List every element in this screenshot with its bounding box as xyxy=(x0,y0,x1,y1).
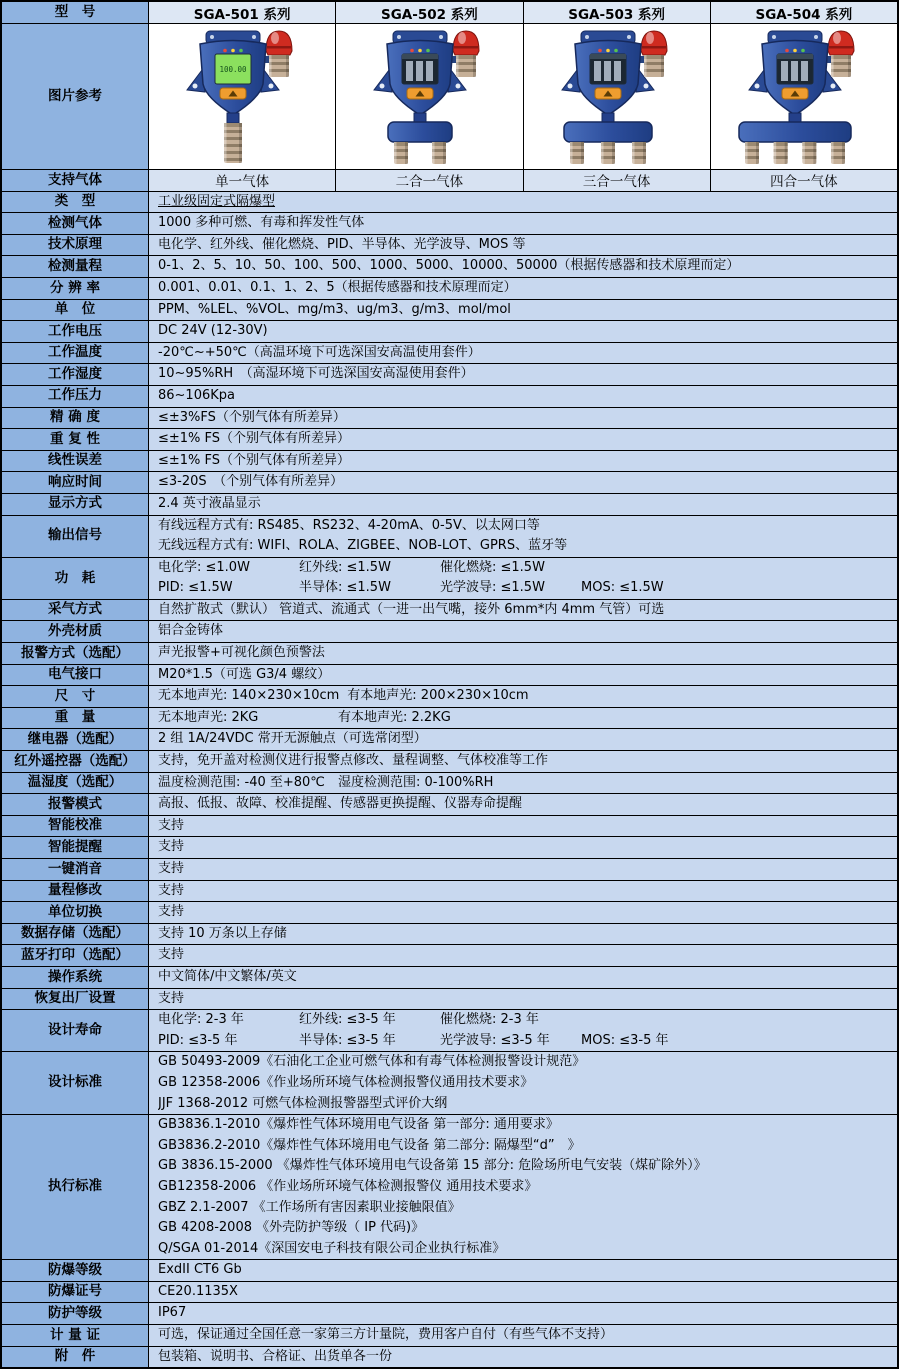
row-label: 防爆证号 xyxy=(2,1282,149,1303)
row-label: 输出信号 xyxy=(2,516,149,557)
value-segment: 无本地声光: 140×230×10cm xyxy=(158,688,340,704)
spec-row xyxy=(2,300,897,322)
value-segment: 温度检测范围: -40 至+80℃ xyxy=(158,774,325,790)
row-label: 重 复 性 xyxy=(2,429,149,450)
value-line: 声光报警+可视化颜色预警法 xyxy=(158,645,325,661)
spec-row xyxy=(2,945,897,967)
value-line: 10~95%RH （高湿环境下可选深国安高湿使用套件） xyxy=(158,366,474,382)
spec-row xyxy=(2,989,897,1011)
value-line: 电化学、红外线、催化燃烧、PID、半导体、光学波导、MOS 等 xyxy=(158,236,526,252)
spec-row xyxy=(2,1303,897,1325)
row-value xyxy=(149,278,897,299)
value-line: 高报、低报、故障、校准提醒、传感器更换提醒、仪器寿命提醒 xyxy=(158,796,523,812)
spec-row xyxy=(2,621,897,643)
supported-gas: 三合一气体 xyxy=(524,170,711,191)
spec-row xyxy=(2,967,897,989)
spec-row xyxy=(2,321,897,343)
gas-detector-3-probe-icon xyxy=(524,24,710,170)
row-value xyxy=(149,945,897,966)
product-image-cell xyxy=(524,24,711,169)
spec-row xyxy=(2,1260,897,1282)
row-label: 附 件 xyxy=(2,1347,149,1368)
row-value xyxy=(149,1303,897,1324)
value-line: GB 4208-2008 《外壳防护等级（ IP 代码)》 xyxy=(158,1220,425,1236)
row-label: 操作系统 xyxy=(2,967,149,988)
row-label: 温湿度（选配） xyxy=(2,773,149,794)
row-value xyxy=(149,773,897,794)
row-label: 工作湿度 xyxy=(2,364,149,385)
value-segment: 红外线: ≤1.5W xyxy=(299,559,391,575)
spec-row xyxy=(2,773,897,795)
row-value xyxy=(149,1260,897,1281)
row-value xyxy=(149,343,897,364)
row-label: 单位切换 xyxy=(2,902,149,923)
row-label: 工作温度 xyxy=(2,343,149,364)
row-label: 工作电压 xyxy=(2,321,149,342)
row-value xyxy=(149,1010,897,1051)
value-segment: 光学波导: ≤1.5W xyxy=(440,580,545,596)
value-line: JJF 1368-2012 可燃气体检测报警器型式评价大纲 xyxy=(158,1095,448,1111)
row-value xyxy=(149,300,897,321)
value-line: ≤±1% FS（个别气体有所差异） xyxy=(158,452,351,468)
spec-row xyxy=(2,429,897,451)
row-label: 一键消音 xyxy=(2,859,149,880)
row-label: 防护等级 xyxy=(2,1303,149,1324)
value-line: 包装箱、说明书、合格证、出货单各一份 xyxy=(158,1348,393,1364)
row-label: 执行标准 xyxy=(2,1115,149,1259)
value-line: ≤±1% FS（个别气体有所差异） xyxy=(158,431,351,447)
row-value xyxy=(149,1347,897,1368)
row-value xyxy=(149,364,897,385)
spec-row xyxy=(2,837,897,859)
spec-row xyxy=(2,708,897,730)
spec-row xyxy=(2,364,897,386)
value-line: CE20.1135X xyxy=(158,1283,238,1299)
row-value xyxy=(149,816,897,837)
spec-row xyxy=(2,859,897,881)
value-line: GB 3836.15-2000 《爆炸性气体环境用电气设备第 15 部分: 危险场所电气安装（煤矿除外）》 xyxy=(158,1158,707,1174)
supported-gas: 二合一气体 xyxy=(336,170,523,191)
row-value xyxy=(149,665,897,686)
spec-row xyxy=(2,408,897,430)
spec-row xyxy=(2,386,897,408)
value-segment: MOS: ≤3-5 年 xyxy=(581,1032,669,1048)
row-value xyxy=(149,516,897,557)
spec-row xyxy=(2,213,897,235)
row-value xyxy=(149,472,897,493)
row-value xyxy=(149,621,897,642)
row-value xyxy=(149,859,897,880)
supported-gas: 单一气体 xyxy=(149,170,336,191)
spec-row xyxy=(2,1010,897,1052)
product-image-cell xyxy=(711,24,897,169)
spec-row xyxy=(2,192,897,214)
product-image-cell xyxy=(336,24,523,169)
row-label: 线性误差 xyxy=(2,451,149,472)
row-value xyxy=(149,213,897,234)
value-segment: 催化燃烧: ≤1.5W xyxy=(440,559,545,575)
value-line: GB3836.1-2010《爆炸性气体环境用电气设备 第一部分: 通用要求》 xyxy=(158,1117,559,1133)
row-value xyxy=(149,751,897,772)
row-value xyxy=(149,989,897,1010)
model-name: SGA-501 系列 xyxy=(149,2,336,23)
row-label: 红外遥控器（选配） xyxy=(2,751,149,772)
row-value xyxy=(149,494,897,515)
value-line: ExdII CT6 Gb xyxy=(158,1262,242,1278)
spec-row xyxy=(2,24,897,170)
spec-row xyxy=(2,472,897,494)
row-value xyxy=(149,1052,897,1114)
value-line: 支持 xyxy=(158,817,185,833)
row-label: 智能校准 xyxy=(2,816,149,837)
value-segment: PID: ≤3-5 年 xyxy=(158,1032,238,1048)
value-line: 支持 10 万条以上存储 xyxy=(158,925,287,941)
row-value xyxy=(149,321,897,342)
value-line: IP67 xyxy=(158,1305,187,1321)
row-label: 采气方式 xyxy=(2,600,149,621)
value-line xyxy=(158,708,897,729)
value-line: 无线远程方式有: WIFI、ROLA、ZIGBEE、NOB-LOT、GPRS、蓝牙等 xyxy=(158,538,568,554)
row-label: 设计标准 xyxy=(2,1052,149,1114)
row-label: 分 辨 率 xyxy=(2,278,149,299)
value-line: 2 组 1A/24VDC 常开无源触点（可选常闭型） xyxy=(158,731,427,747)
row-value xyxy=(149,729,897,750)
spec-row xyxy=(2,1282,897,1304)
spec-row xyxy=(2,816,897,838)
row-value xyxy=(149,837,897,858)
row-value xyxy=(149,192,897,213)
spec-row xyxy=(2,451,897,473)
row-value xyxy=(149,235,897,256)
spec-row xyxy=(2,494,897,516)
value-line: 0-1、2、5、10、50、100、500、1000、5000、10000、50000（根据传感器和技术原理而定） xyxy=(158,258,740,274)
value-line: 支持，免开盖对检测仪进行报警点修改、量程调整、气体校准等工作 xyxy=(158,753,549,769)
value-line: Q/SGA 01-2014《深国安电子科技有限公司企业执行标准》 xyxy=(158,1240,506,1256)
row-value xyxy=(149,967,897,988)
row-label: 计 量 证 xyxy=(2,1325,149,1346)
row-label: 蓝牙打印（选配） xyxy=(2,945,149,966)
row-label: 量程修改 xyxy=(2,881,149,902)
row-label: 精 确 度 xyxy=(2,408,149,429)
row-label: 外壳材质 xyxy=(2,621,149,642)
row-value xyxy=(149,686,897,707)
row-label: 电气接口 xyxy=(2,665,149,686)
row-value xyxy=(149,558,897,599)
row-label: 智能提醒 xyxy=(2,837,149,858)
value-segment: 红外线: ≤3-5 年 xyxy=(299,1012,396,1028)
spec-row xyxy=(2,924,897,946)
value-line xyxy=(158,578,897,599)
row-label: 显示方式 xyxy=(2,494,149,515)
spec-row xyxy=(2,256,897,278)
row-label: 报警模式 xyxy=(2,794,149,815)
row-label: 设计寿命 xyxy=(2,1010,149,1051)
value-line: GB 12358-2006《作业场所环境气体检测报警仪通用技术要求》 xyxy=(158,1074,534,1090)
value-segment: PID: ≤1.5W xyxy=(158,580,233,596)
spec-row xyxy=(2,278,897,300)
value-line: 支持 xyxy=(158,904,185,920)
value-line: ≤±3%FS（个别气体有所差异） xyxy=(158,409,346,425)
underlined-value: 工业级固定式隔爆型 xyxy=(158,193,276,209)
spec-row xyxy=(2,794,897,816)
value-line xyxy=(158,192,897,213)
value-line: 86~106Kpa xyxy=(158,387,235,403)
row-label: 恢复出厂设置 xyxy=(2,989,149,1010)
row-value xyxy=(149,386,897,407)
row-value xyxy=(149,600,897,621)
value-line xyxy=(158,558,897,579)
row-label: 防爆等级 xyxy=(2,1260,149,1281)
gas-detector-4-probe-icon xyxy=(711,24,897,170)
value-line: 支持 xyxy=(158,882,185,898)
value-line: 支持 xyxy=(158,861,185,876)
spec-row xyxy=(2,516,897,558)
value-line xyxy=(158,686,897,707)
row-label: 重 量 xyxy=(2,708,149,729)
value-segment: 半导体: ≤3-5 年 xyxy=(299,1032,396,1048)
row-value xyxy=(149,256,897,277)
value-line: 有线远程方式有: RS485、RS232、4-20mA、0-5V、以太网口等 xyxy=(158,517,540,533)
row-value xyxy=(149,708,897,729)
gas-detector-1-probe-icon xyxy=(149,24,335,170)
row-value xyxy=(149,429,897,450)
row-value xyxy=(149,1115,897,1259)
value-line xyxy=(158,773,897,794)
spec-row xyxy=(2,1115,897,1260)
row-label: 类 型 xyxy=(2,192,149,213)
value-line: 0.001、0.01、0.1、1、2、5（根据传感器和技术原理而定） xyxy=(158,279,517,295)
supported-gas: 四合一气体 xyxy=(711,170,897,191)
value-line xyxy=(158,1031,897,1052)
row-label: 检测气体 xyxy=(2,213,149,234)
value-line: 自然扩散式（默认） 管道式、流通式（一进一出气嘴，接外 6mm*内 4mm 气管）可选 xyxy=(158,601,665,617)
spec-row xyxy=(2,881,897,903)
value-segment: 电化学: 2-3 年 xyxy=(158,1012,244,1028)
value-line: ≤3-20S （个别气体有所差异） xyxy=(158,474,344,490)
value-segment: 光学波导: ≤3-5 年 xyxy=(440,1032,550,1048)
value-line: DC 24V (12-30V) xyxy=(158,323,268,339)
value-line: PPM、%LEL、%VOL、mg/m3、ug/m3、g/m3、mol/mol xyxy=(158,301,511,317)
spec-row xyxy=(2,558,897,600)
value-segment: 有本地声光: 2.2KG xyxy=(338,709,451,725)
row-value xyxy=(149,794,897,815)
model-name: SGA-502 系列 xyxy=(336,2,523,23)
value-segment: 无本地声光: 2KG xyxy=(158,709,259,725)
spec-table xyxy=(2,2,897,1367)
spec-row xyxy=(2,643,897,665)
value-segment: 有本地声光: 200×230×10cm xyxy=(347,688,529,704)
row-value xyxy=(149,881,897,902)
value-line: M20*1.5（可选 G3/4 螺纹） xyxy=(158,666,331,682)
row-value xyxy=(149,408,897,429)
value-line: GBZ 2.1-2007 《工作场所有害因素职业接触限值》 xyxy=(158,1199,461,1215)
row-label: 单 位 xyxy=(2,300,149,321)
product-image-cell xyxy=(149,24,336,169)
value-segment: 湿度检测范围: 0-100%RH xyxy=(338,774,494,790)
row-label: 技术原理 xyxy=(2,235,149,256)
spec-row xyxy=(2,1325,897,1347)
row-label: 型 号 xyxy=(2,2,149,23)
row-label: 工作压力 xyxy=(2,386,149,407)
spec-row xyxy=(2,902,897,924)
spec-row xyxy=(2,665,897,687)
spec-row xyxy=(2,2,897,24)
row-value xyxy=(149,1282,897,1303)
spec-row xyxy=(2,729,897,751)
model-name: SGA-504 系列 xyxy=(711,2,897,23)
value-line: 1000 多种可燃、有毒和挥发性气体 xyxy=(158,215,365,231)
value-line: -20℃~+50℃（高温环境下可选深国安高温使用套件） xyxy=(158,344,481,360)
row-label: 检测量程 xyxy=(2,256,149,277)
spec-row xyxy=(2,343,897,365)
value-line: 2.4 英寸液晶显示 xyxy=(158,495,261,511)
value-line: GB12358-2006 《作业场所环境气体检测报警仪 通用技术要求》 xyxy=(158,1178,538,1194)
model-name: SGA-503 系列 xyxy=(524,2,711,23)
value-line: 支持 xyxy=(158,990,185,1006)
row-value xyxy=(149,1325,897,1346)
svg-text:100.00: 100.00 xyxy=(219,64,247,74)
row-label: 响应时间 xyxy=(2,472,149,493)
value-segment: 催化燃烧: 2-3 年 xyxy=(440,1012,539,1028)
value-line: 可选，保证通过全国任意一家第三方计量院，费用客户自付（有些气体不支持） xyxy=(158,1327,614,1343)
spec-row xyxy=(2,751,897,773)
row-value xyxy=(149,451,897,472)
row-label: 继电器（选配） xyxy=(2,729,149,750)
value-segment: MOS: ≤1.5W xyxy=(581,580,664,596)
row-value xyxy=(149,924,897,945)
row-label: 数据存储（选配） xyxy=(2,924,149,945)
value-line: 支持 xyxy=(158,839,185,855)
row-label: 功 耗 xyxy=(2,558,149,599)
value-segment: 半导体: ≤1.5W xyxy=(299,580,391,596)
spec-row xyxy=(2,235,897,257)
spec-row xyxy=(2,1052,897,1115)
value-line: GB 50493-2009《石油化工企业可燃气体和有毒气体检测报警设计规范》 xyxy=(158,1054,586,1070)
value-line: GB3836.2-2010《爆炸性气体环境用电气设备 第二部分: 隔爆型“d” 》 xyxy=(158,1137,581,1153)
row-value xyxy=(149,902,897,923)
value-segment: 电化学: ≤1.0W xyxy=(158,559,250,575)
value-line: 中文简体/中文繁体/英文 xyxy=(158,968,297,984)
row-label: 支持气体 xyxy=(2,170,149,191)
value-line: 支持 xyxy=(158,947,185,963)
gas-detector-2-probe-icon xyxy=(336,24,522,170)
row-label: 图片参考 xyxy=(2,24,149,169)
value-line: 铝合金铸体 xyxy=(158,623,224,639)
spec-row xyxy=(2,170,897,192)
value-line xyxy=(158,1010,897,1031)
spec-row xyxy=(2,600,897,622)
row-label: 尺 寸 xyxy=(2,686,149,707)
spec-row xyxy=(2,686,897,708)
row-label: 报警方式（选配） xyxy=(2,643,149,664)
spec-row xyxy=(2,1347,897,1368)
row-value xyxy=(149,643,897,664)
